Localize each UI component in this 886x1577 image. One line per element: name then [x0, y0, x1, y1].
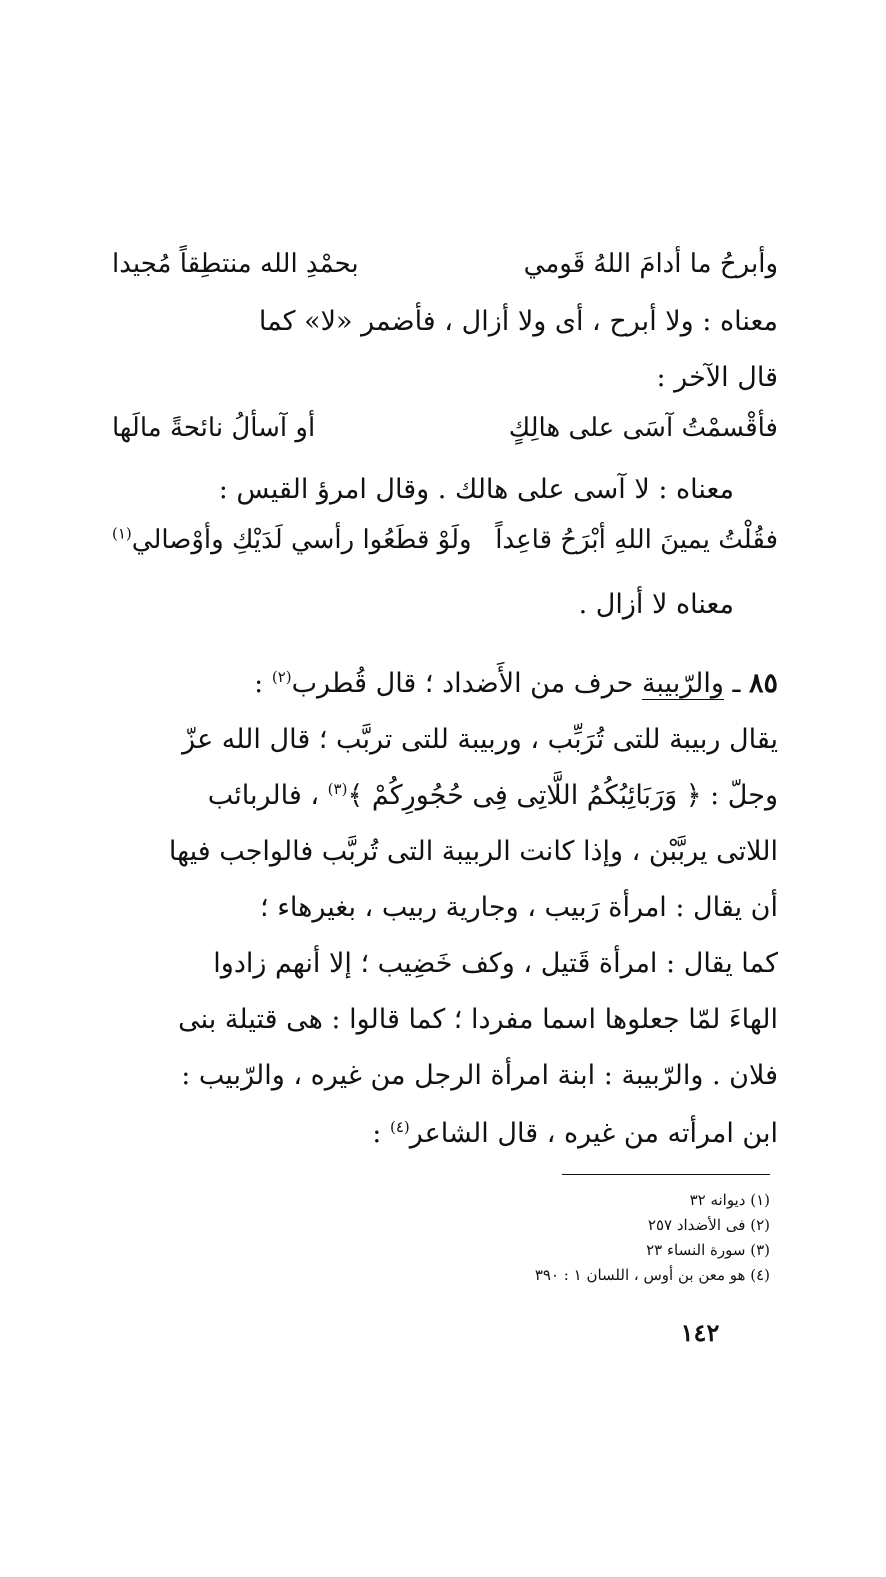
verse-3-second-hemistich — [112, 520, 472, 560]
paragraph-line-8-colon: : — [372, 1118, 390, 1149]
paragraph-line-8-text: ابن امرأته من غيره ، قال الشاعر — [409, 1118, 778, 1149]
footnotes — [380, 1188, 770, 1288]
paragraph-line-2-end: ، فالربائب — [207, 780, 328, 811]
section-number: ٨٥ — [748, 668, 778, 699]
verse-3-second-hemistich-text: ولَوْ قطَعُوا رأسي لَدَيْكِ وأوْصالي — [131, 525, 472, 555]
verse-2 — [112, 408, 778, 448]
verse-2-first-hemistich: فأقْسمْتُ آسَى على هالِكٍ — [508, 413, 778, 443]
verse-1-first-hemistich: وأبرحُ ما أدامَ اللهُ قَومي — [523, 249, 778, 279]
paragraph-line-6: الهاءَ لمّا جعلوها اسما مفردا ؛ كما قالوا : هى قتيلة بنى — [178, 1004, 778, 1035]
footnote-1: (١) ديوانه ٣٢ — [689, 1191, 770, 1209]
explanation-line-3: معناه : لا آسى على هالك . وقال امرؤ القيس : — [218, 474, 734, 505]
section-headword: والرّبيبة — [641, 668, 724, 699]
quran-quote: وجلّ : ﴿ وَرَبَائِبُكُمُ اللَّاتِى فِى حُجُورِكُمْ ﴾ — [347, 780, 778, 811]
explanation-line-1: معناه : ولا أبرح ، أى ولا أزال ، فأضمر «لا» كما — [258, 306, 778, 337]
paragraph-line-8 — [112, 1114, 778, 1154]
section-heading-colon: : — [254, 668, 272, 699]
verse-2-second-hemistich: أو آسألُ نائحةً مالَها — [112, 413, 316, 443]
section-dash: ـ — [723, 668, 749, 699]
verse-3-first-hemistich: فقُلْتُ يمينَ اللهِ أبْرَحُ قاعِداً — [495, 525, 778, 555]
verse-1-second-hemistich: بحمْدِ الله منتطِقاً مُجيدا — [112, 249, 359, 279]
page-number: ١٤٢ — [680, 1318, 720, 1347]
verse-3 — [112, 520, 778, 560]
paragraph-line-7: فلان . والرّبيبة : ابنة امرأة الرجل من غيره ، والرّبيب : — [181, 1060, 778, 1091]
footnote-4: (٤) هو معن بن أوس ، اللسان ١ : ٣٩٠ — [534, 1266, 770, 1284]
footnote-ref-4: (٤) — [389, 1118, 410, 1136]
footnote-ref-3: (٣) — [327, 780, 348, 798]
section-85-heading — [112, 664, 778, 704]
explanation-line-2: قال الآخر : — [656, 362, 778, 393]
main-text — [112, 0, 778, 1180]
section-heading-text: حرف من الأَضداد ؛ قال قُطرب — [291, 668, 642, 699]
explanation-line-4: معناه لا أزال . — [578, 589, 734, 620]
footnote-2: (٢) فى الأضداد ٢٥٧ — [647, 1216, 770, 1234]
paragraph-line-5: كما يقال : امرأة قَتيل ، وكف خَضِيب ؛ إلا أنهم زادوا — [213, 948, 778, 979]
footnote-3: (٣) سورة النساء ٢٣ — [646, 1241, 770, 1259]
verse-1 — [112, 244, 778, 284]
paragraph-line-2 — [112, 776, 778, 816]
paragraph-line-3: اللاتى يربَّبْن ، وإذا كانت الربيبة التى تُربَّب فالواجب فيها — [168, 836, 778, 867]
paragraph-line-1: يقال ربيبة للتى تُرَبِّب ، وربيبة للتى تربَّب ؛ قال الله عزّ — [182, 724, 778, 755]
footnote-divider — [562, 1174, 770, 1175]
paragraph-line-4: أن يقال : امرأة رَبيب ، وجارية ربيب ، بغيرهاء ؛ — [260, 892, 778, 923]
footnote-ref-2: (٢) — [271, 668, 292, 686]
footnote-ref-1: (١) — [112, 524, 132, 543]
